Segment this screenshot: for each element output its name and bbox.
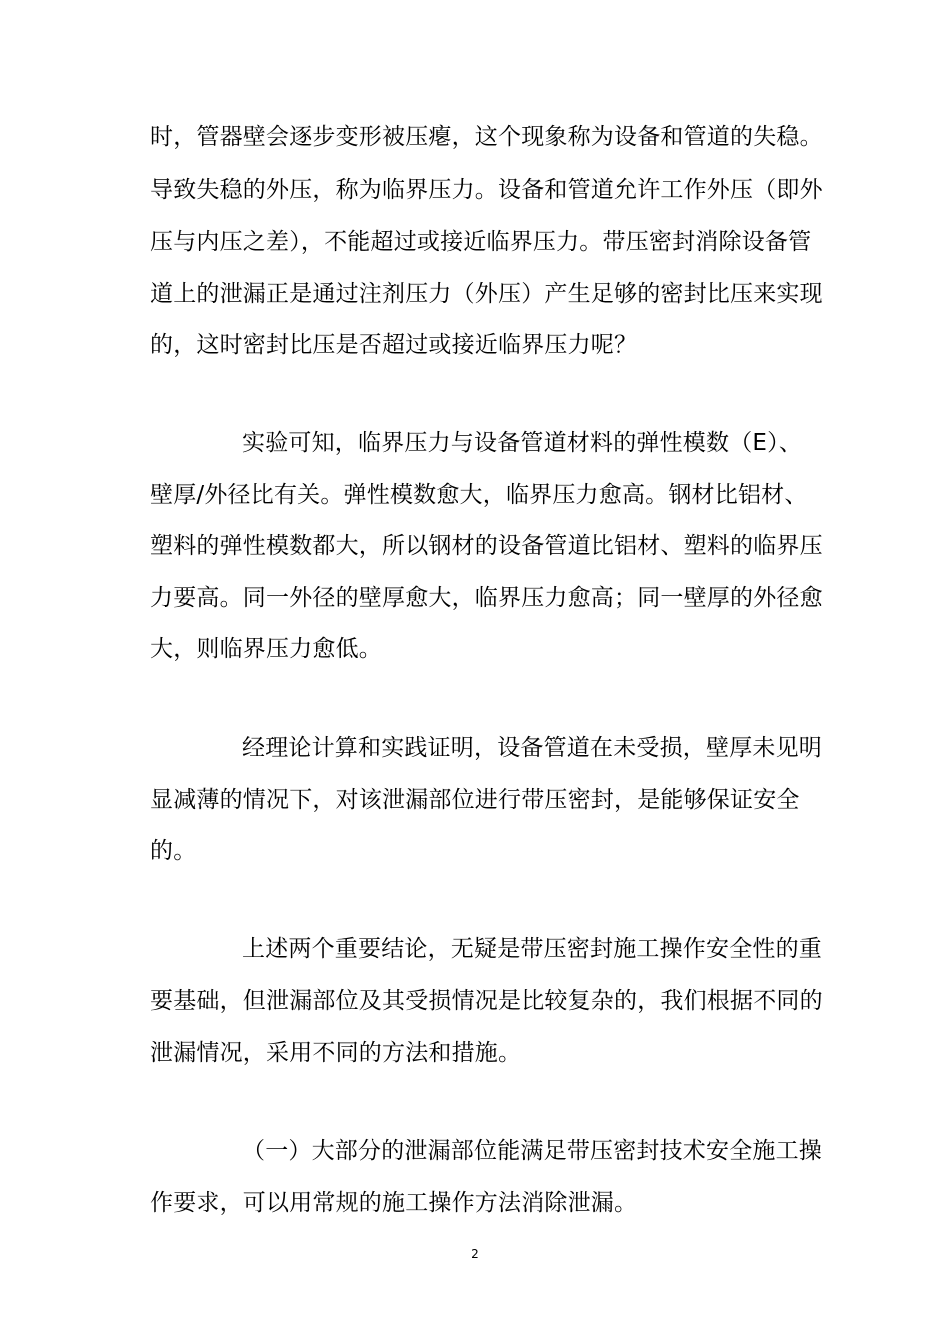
paragraph-2-line-2: 壁厚/外径比有关。弹性模数愈大，临界压力愈高。钢材比铝材、 — [150, 482, 808, 508]
paragraph-1-line-4: 道上的泄漏正是通过注剂压力（外压）产生足够的密封比压来实现 — [150, 281, 823, 307]
paragraph-2-line-4: 力要高。同一外径的壁厚愈大，临界压力愈高；同一壁厚的外径愈 — [150, 585, 823, 611]
paragraph-2-line-5: 大，则临界压力愈低。 — [150, 636, 382, 662]
paragraph-1-line-5: 的，这时密封比压是否超过或接近临界压力呢？ — [150, 332, 638, 358]
paragraph-1-line-2: 导致失稳的外压，称为临界压力。设备和管道允许工作外压（即外 — [150, 177, 823, 203]
paragraph-1-line-3: 压与内压之差），不能超过或接近临界压力。带压密封消除设备管 — [150, 229, 812, 255]
paragraph-2-line-1: 实验可知，临界压力与设备管道材料的弹性模数（E）、 — [242, 430, 803, 456]
paragraph-5-line-2: 作要求，可以用常规的施工操作方法消除泄漏。 — [150, 1190, 638, 1216]
paragraph-3-line-3: 的。 — [150, 838, 197, 864]
paragraph-4-line-2: 要基础，但泄漏部位及其受损情况是比较复杂的，我们根据不同的 — [150, 988, 823, 1014]
paragraph-1-line-1: 时，管器壁会逐步变形被压瘪，这个现象称为设备和管道的失稳。 — [150, 124, 823, 150]
paragraph-4-line-1: 上述两个重要结论，无疑是带压密封施工操作安全性的重 — [242, 936, 822, 962]
page-number: 2 — [471, 1247, 479, 1261]
paragraph-2-line-3: 塑料的弹性模数都大，所以钢材的设备管道比铝材、塑料的临界压 — [150, 533, 823, 559]
paragraph-4-line-3: 泄漏情况，采用不同的方法和措施。 — [150, 1040, 522, 1066]
paragraph-3-line-1: 经理论计算和实践证明，设备管道在未受损，壁厚未见明 — [242, 735, 822, 761]
paragraph-5-line-1: （一）大部分的泄漏部位能满足带压密封技术安全施工操 — [242, 1138, 822, 1164]
paragraph-3-line-2: 显减薄的情况下，对该泄漏部位进行带压密封，是能够保证安全 — [150, 787, 800, 813]
